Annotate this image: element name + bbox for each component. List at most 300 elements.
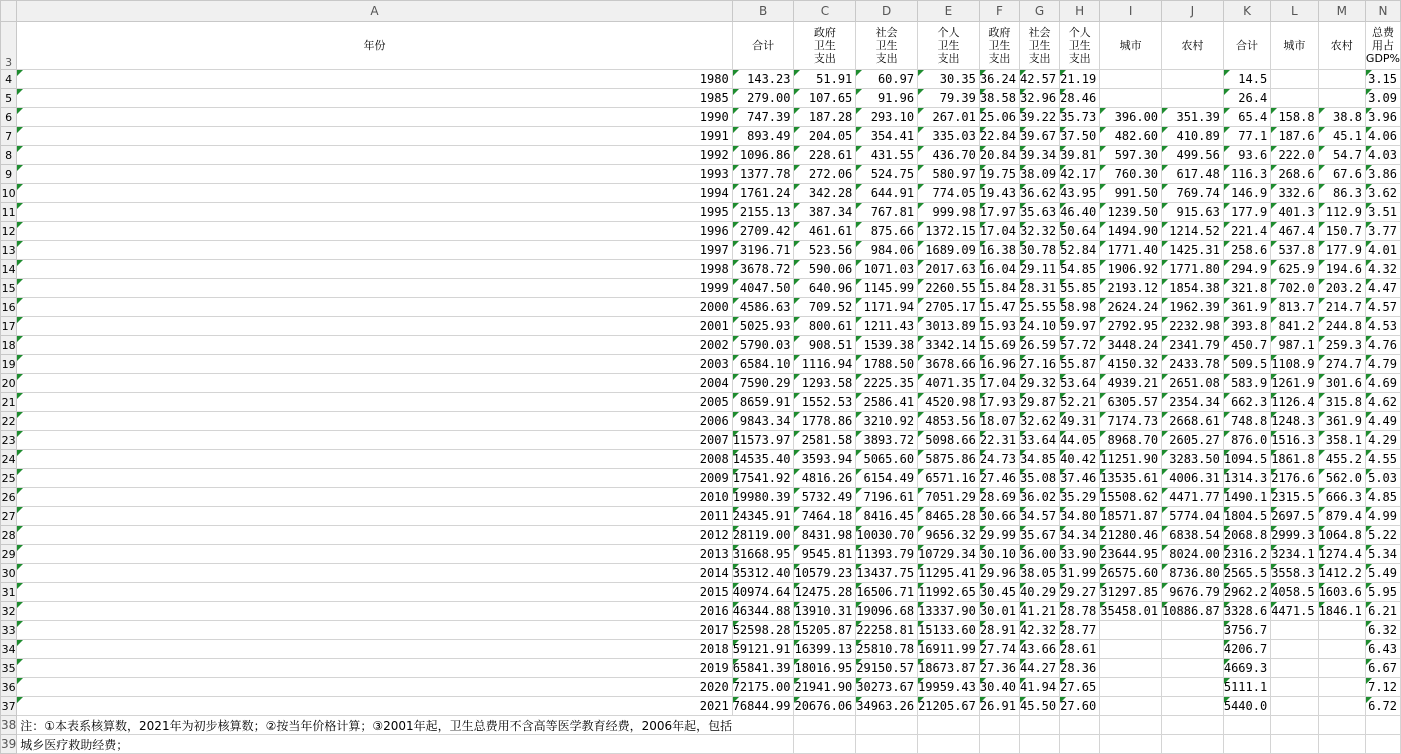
table-cell[interactable]: 93.6 <box>1223 146 1270 165</box>
table-cell[interactable]: 2668.61 <box>1162 412 1224 431</box>
table-cell[interactable]: 748.8 <box>1223 412 1270 431</box>
table-cell[interactable]: 19.43 <box>979 184 1019 203</box>
table-cell[interactable]: 177.9 <box>1223 203 1270 222</box>
table-cell[interactable] <box>1162 716 1224 735</box>
table-cell[interactable]: 274.7 <box>1318 355 1365 374</box>
table-cell[interactable]: 999.98 <box>918 203 980 222</box>
table-cell[interactable]: 107.65 <box>794 89 856 108</box>
table-cell[interactable]: 3234.1 <box>1271 545 1318 564</box>
table-cell[interactable]: 662.3 <box>1223 393 1270 412</box>
table-cell[interactable]: 43.66 <box>1020 640 1060 659</box>
row-number[interactable]: 29 <box>1 545 17 564</box>
table-cell[interactable]: 294.9 <box>1223 260 1270 279</box>
table-cell[interactable] <box>1318 89 1365 108</box>
table-cell[interactable]: 22258.81 <box>856 621 918 640</box>
table-cell[interactable]: 2020 <box>17 678 732 697</box>
table-cell[interactable]: 5065.60 <box>856 450 918 469</box>
row-number[interactable]: 3 <box>1 22 17 70</box>
table-cell[interactable]: 28.36 <box>1060 659 1100 678</box>
table-cell[interactable]: 204.05 <box>794 127 856 146</box>
table-cell[interactable]: 1778.86 <box>794 412 856 431</box>
row-number[interactable]: 30 <box>1 564 17 583</box>
header-cell[interactable]: 个人 卫生 支出 <box>1060 22 1100 70</box>
row-number[interactable]: 31 <box>1 583 17 602</box>
table-cell[interactable]: 57.72 <box>1060 336 1100 355</box>
table-cell[interactable]: 30.66 <box>979 507 1019 526</box>
table-cell[interactable] <box>1365 735 1400 754</box>
column-header-b[interactable]: B <box>732 1 794 22</box>
table-cell[interactable]: 30273.67 <box>856 678 918 697</box>
table-cell[interactable] <box>1318 640 1365 659</box>
table-cell[interactable]: 13910.31 <box>794 602 856 621</box>
table-cell[interactable]: 35458.01 <box>1100 602 1162 621</box>
table-cell[interactable]: 2316.2 <box>1223 545 1270 564</box>
table-cell[interactable]: 30.01 <box>979 602 1019 621</box>
table-cell[interactable]: 5.34 <box>1365 545 1400 564</box>
table-cell[interactable]: 4.99 <box>1365 507 1400 526</box>
header-cell[interactable]: 政府 卫生 支出 <box>979 22 1019 70</box>
table-cell[interactable] <box>1318 716 1365 735</box>
table-cell[interactable]: 2014 <box>17 564 732 583</box>
table-cell[interactable]: 4150.32 <box>1100 355 1162 374</box>
table-cell[interactable]: 13337.90 <box>918 602 980 621</box>
table-cell[interactable] <box>1271 716 1318 735</box>
table-cell[interactable]: 1494.90 <box>1100 222 1162 241</box>
table-cell[interactable] <box>1060 735 1100 754</box>
table-cell[interactable] <box>1223 716 1270 735</box>
table-cell[interactable]: 1996 <box>17 222 732 241</box>
table-cell[interactable]: 5774.04 <box>1162 507 1224 526</box>
table-cell[interactable]: 177.9 <box>1318 241 1365 260</box>
table-cell[interactable]: 8465.28 <box>918 507 980 526</box>
table-cell[interactable]: 583.9 <box>1223 374 1270 393</box>
table-cell[interactable]: 4471.5 <box>1271 602 1318 621</box>
table-cell[interactable]: 10729.34 <box>918 545 980 564</box>
table-cell[interactable]: 21941.90 <box>794 678 856 697</box>
table-cell[interactable]: 1998 <box>17 260 732 279</box>
table-cell[interactable]: 813.7 <box>1271 298 1318 317</box>
table-cell[interactable]: 40.29 <box>1020 583 1060 602</box>
table-cell[interactable]: 2792.95 <box>1100 317 1162 336</box>
column-header-j[interactable]: J <box>1162 1 1224 22</box>
table-cell[interactable]: 354.41 <box>856 127 918 146</box>
table-cell[interactable]: 54.7 <box>1318 146 1365 165</box>
table-cell[interactable]: 25.06 <box>979 108 1019 127</box>
table-cell[interactable]: 524.75 <box>856 165 918 184</box>
table-cell[interactable]: 523.56 <box>794 241 856 260</box>
table-cell[interactable]: 2586.41 <box>856 393 918 412</box>
table-cell[interactable]: 35.73 <box>1060 108 1100 127</box>
table-cell[interactable]: 17.93 <box>979 393 1019 412</box>
table-cell[interactable]: 321.8 <box>1223 279 1270 298</box>
table-cell[interactable]: 203.2 <box>1318 279 1365 298</box>
table-cell[interactable]: 17541.92 <box>732 469 794 488</box>
table-cell[interactable]: 9545.81 <box>794 545 856 564</box>
table-cell[interactable]: 24.10 <box>1020 317 1060 336</box>
table-cell[interactable] <box>1162 621 1224 640</box>
table-cell[interactable]: 1539.38 <box>856 336 918 355</box>
table-cell[interactable]: 5.95 <box>1365 583 1400 602</box>
table-cell[interactable]: 8736.80 <box>1162 564 1224 583</box>
table-cell[interactable]: 3.15 <box>1365 70 1400 89</box>
row-number[interactable]: 13 <box>1 241 17 260</box>
header-cell[interactable]: 个人 卫生 支出 <box>918 22 980 70</box>
table-cell[interactable]: 1552.53 <box>794 393 856 412</box>
table-cell[interactable]: 915.63 <box>1162 203 1224 222</box>
table-cell[interactable]: 1116.94 <box>794 355 856 374</box>
table-cell[interactable]: 9843.34 <box>732 412 794 431</box>
table-cell[interactable]: 1846.1 <box>1318 602 1365 621</box>
table-cell[interactable]: 39.22 <box>1020 108 1060 127</box>
table-cell[interactable]: 36.00 <box>1020 545 1060 564</box>
table-cell[interactable]: 1377.78 <box>732 165 794 184</box>
table-cell[interactable]: 3.77 <box>1365 222 1400 241</box>
table-cell[interactable]: 2017.63 <box>918 260 980 279</box>
table-cell[interactable] <box>1100 659 1162 678</box>
table-cell[interactable]: 6838.54 <box>1162 526 1224 545</box>
table-cell[interactable]: 1425.31 <box>1162 241 1224 260</box>
table-cell[interactable]: 2010 <box>17 488 732 507</box>
table-cell[interactable]: 4816.26 <box>794 469 856 488</box>
table-cell[interactable]: 908.51 <box>794 336 856 355</box>
table-cell[interactable]: 32.96 <box>1020 89 1060 108</box>
row-number[interactable]: 21 <box>1 393 17 412</box>
table-cell[interactable]: 18016.95 <box>794 659 856 678</box>
table-cell[interactable] <box>856 735 918 754</box>
table-cell[interactable]: 29.27 <box>1060 583 1100 602</box>
table-cell[interactable]: 72175.00 <box>732 678 794 697</box>
table-cell[interactable]: 91.96 <box>856 89 918 108</box>
table-cell[interactable]: 65.4 <box>1223 108 1270 127</box>
table-cell[interactable]: 55.85 <box>1060 279 1100 298</box>
row-number[interactable]: 24 <box>1 450 17 469</box>
table-cell[interactable]: 3893.72 <box>856 431 918 450</box>
table-cell[interactable]: 2697.5 <box>1271 507 1318 526</box>
row-number[interactable]: 5 <box>1 89 17 108</box>
table-cell[interactable] <box>1020 735 1060 754</box>
header-cell[interactable]: 城市 <box>1271 22 1318 70</box>
table-cell[interactable]: 15.93 <box>979 317 1019 336</box>
table-cell[interactable]: 29.87 <box>1020 393 1060 412</box>
table-cell[interactable]: 455.2 <box>1318 450 1365 469</box>
table-cell[interactable]: 11992.65 <box>918 583 980 602</box>
table-cell[interactable]: 6.43 <box>1365 640 1400 659</box>
table-cell[interactable]: 5440.0 <box>1223 697 1270 716</box>
table-cell[interactable]: 36.24 <box>979 70 1019 89</box>
table-cell[interactable]: 4939.21 <box>1100 374 1162 393</box>
table-cell[interactable]: 16.96 <box>979 355 1019 374</box>
table-cell[interactable]: 29.96 <box>979 564 1019 583</box>
table-cell[interactable]: 1516.3 <box>1271 431 1318 450</box>
table-cell[interactable]: 2232.98 <box>1162 317 1224 336</box>
table-cell[interactable]: 51.91 <box>794 70 856 89</box>
table-cell[interactable]: 34.80 <box>1060 507 1100 526</box>
header-cell[interactable]: 社会 卫生 支出 <box>856 22 918 70</box>
table-cell[interactable]: 3593.94 <box>794 450 856 469</box>
row-number[interactable]: 26 <box>1 488 17 507</box>
table-cell[interactable]: 17.97 <box>979 203 1019 222</box>
row-number[interactable]: 9 <box>1 165 17 184</box>
table-cell[interactable]: 29.32 <box>1020 374 1060 393</box>
table-cell[interactable]: 2068.8 <box>1223 526 1270 545</box>
table-cell[interactable]: 16.38 <box>979 241 1019 260</box>
table-cell[interactable]: 2962.2 <box>1223 583 1270 602</box>
table-cell[interactable]: 2193.12 <box>1100 279 1162 298</box>
row-number[interactable]: 32 <box>1 602 17 621</box>
table-cell[interactable]: 499.56 <box>1162 146 1224 165</box>
table-cell[interactable]: 28.69 <box>979 488 1019 507</box>
table-cell[interactable]: 1999 <box>17 279 732 298</box>
table-cell[interactable]: 32.62 <box>1020 412 1060 431</box>
table-cell[interactable] <box>979 735 1019 754</box>
table-cell[interactable]: 187.6 <box>1271 127 1318 146</box>
table-cell[interactable]: 38.05 <box>1020 564 1060 583</box>
column-header-n[interactable]: N <box>1365 1 1400 22</box>
row-number[interactable]: 19 <box>1 355 17 374</box>
table-cell[interactable]: 194.6 <box>1318 260 1365 279</box>
row-number[interactable]: 8 <box>1 146 17 165</box>
table-cell[interactable]: 258.6 <box>1223 241 1270 260</box>
table-cell[interactable]: 1761.24 <box>732 184 794 203</box>
table-cell[interactable] <box>1271 89 1318 108</box>
table-cell[interactable]: 34.85 <box>1020 450 1060 469</box>
table-cell[interactable]: 27.60 <box>1060 697 1100 716</box>
table-cell[interactable]: 3.62 <box>1365 184 1400 203</box>
table-cell[interactable]: 2017 <box>17 621 732 640</box>
table-cell[interactable]: 1314.3 <box>1223 469 1270 488</box>
table-cell[interactable]: 244.8 <box>1318 317 1365 336</box>
table-cell[interactable]: 774.05 <box>918 184 980 203</box>
table-cell[interactable]: 1126.4 <box>1271 393 1318 412</box>
table-cell[interactable]: 39.34 <box>1020 146 1060 165</box>
column-header-c[interactable]: C <box>794 1 856 22</box>
table-cell[interactable]: 18571.87 <box>1100 507 1162 526</box>
table-cell[interactable]: 18673.87 <box>918 659 980 678</box>
table-cell[interactable]: 1991 <box>17 127 732 146</box>
table-cell[interactable]: 301.6 <box>1318 374 1365 393</box>
table-cell[interactable]: 4.03 <box>1365 146 1400 165</box>
table-cell[interactable]: 24345.91 <box>732 507 794 526</box>
table-cell[interactable]: 67.6 <box>1318 165 1365 184</box>
header-cell[interactable]: 社会 卫生 支出 <box>1020 22 1060 70</box>
table-cell[interactable]: 19980.39 <box>732 488 794 507</box>
column-header-h[interactable]: H <box>1060 1 1100 22</box>
table-cell[interactable]: 1261.9 <box>1271 374 1318 393</box>
table-cell[interactable] <box>732 735 794 754</box>
table-cell[interactable]: 396.00 <box>1100 108 1162 127</box>
table-cell[interactable]: 1861.8 <box>1271 450 1318 469</box>
table-cell[interactable]: 17.04 <box>979 374 1019 393</box>
table-cell[interactable]: 27.46 <box>979 469 1019 488</box>
table-cell[interactable]: 15.47 <box>979 298 1019 317</box>
table-cell[interactable]: 2013 <box>17 545 732 564</box>
table-cell[interactable]: 40.42 <box>1060 450 1100 469</box>
table-cell[interactable]: 991.50 <box>1100 184 1162 203</box>
row-number[interactable]: 25 <box>1 469 17 488</box>
table-cell[interactable]: 12475.28 <box>794 583 856 602</box>
table-cell[interactable]: 17.04 <box>979 222 1019 241</box>
column-header-d[interactable]: D <box>856 1 918 22</box>
table-cell[interactable]: 11295.41 <box>918 564 980 583</box>
table-cell[interactable]: 19.75 <box>979 165 1019 184</box>
table-cell[interactable] <box>1318 659 1365 678</box>
table-cell[interactable]: 279.00 <box>732 89 794 108</box>
table-cell[interactable]: 20676.06 <box>794 697 856 716</box>
table-cell[interactable]: 52.84 <box>1060 241 1100 260</box>
row-number[interactable]: 4 <box>1 70 17 89</box>
row-number[interactable]: 38 <box>1 716 17 735</box>
row-number[interactable]: 35 <box>1 659 17 678</box>
table-cell[interactable]: 77.1 <box>1223 127 1270 146</box>
table-cell[interactable]: 112.9 <box>1318 203 1365 222</box>
table-cell[interactable]: 2008 <box>17 450 732 469</box>
table-cell[interactable]: 2006 <box>17 412 732 431</box>
table-cell[interactable]: 3342.14 <box>918 336 980 355</box>
table-cell[interactable]: 3558.3 <box>1271 564 1318 583</box>
table-cell[interactable]: 1906.92 <box>1100 260 1162 279</box>
table-cell[interactable]: 875.66 <box>856 222 918 241</box>
table-cell[interactable]: 2019 <box>17 659 732 678</box>
header-cell[interactable]: 政府 卫生 支出 <box>794 22 856 70</box>
table-cell[interactable]: 27.36 <box>979 659 1019 678</box>
table-cell[interactable]: 21280.46 <box>1100 526 1162 545</box>
table-cell[interactable]: 1962.39 <box>1162 298 1224 317</box>
table-cell[interactable]: 4.55 <box>1365 450 1400 469</box>
table-cell[interactable]: 987.1 <box>1271 336 1318 355</box>
table-cell[interactable]: 22.84 <box>979 127 1019 146</box>
table-cell[interactable]: 580.97 <box>918 165 980 184</box>
table-cell[interactable]: 28119.00 <box>732 526 794 545</box>
table-cell[interactable]: 187.28 <box>794 108 856 127</box>
table-cell[interactable]: 2001 <box>17 317 732 336</box>
table-cell[interactable]: 3678.72 <box>732 260 794 279</box>
table-cell[interactable]: 666.3 <box>1318 488 1365 507</box>
table-cell[interactable]: 272.06 <box>794 165 856 184</box>
table-cell[interactable]: 25810.78 <box>856 640 918 659</box>
table-cell[interactable]: 30.40 <box>979 678 1019 697</box>
table-cell[interactable]: 6571.16 <box>918 469 980 488</box>
table-cell[interactable] <box>1162 640 1224 659</box>
table-cell[interactable]: 1990 <box>17 108 732 127</box>
table-cell[interactable]: 2605.27 <box>1162 431 1224 450</box>
table-cell[interactable]: 27.16 <box>1020 355 1060 374</box>
table-cell[interactable] <box>1100 621 1162 640</box>
table-cell[interactable]: 387.34 <box>794 203 856 222</box>
table-cell[interactable]: 509.5 <box>1223 355 1270 374</box>
column-header-i[interactable]: I <box>1100 1 1162 22</box>
table-cell[interactable]: 29.99 <box>979 526 1019 545</box>
table-cell[interactable]: 26575.60 <box>1100 564 1162 583</box>
table-cell[interactable] <box>1100 89 1162 108</box>
table-cell[interactable] <box>1162 659 1224 678</box>
table-cell[interactable]: 4.01 <box>1365 241 1400 260</box>
table-cell[interactable]: 23644.95 <box>1100 545 1162 564</box>
table-cell[interactable]: 54.85 <box>1060 260 1100 279</box>
table-cell[interactable]: 2705.17 <box>918 298 980 317</box>
table-cell[interactable]: 214.7 <box>1318 298 1365 317</box>
table-cell[interactable] <box>794 716 856 735</box>
table-cell[interactable]: 11251.90 <box>1100 450 1162 469</box>
table-cell[interactable]: 7051.29 <box>918 488 980 507</box>
table-cell[interactable]: 5.03 <box>1365 469 1400 488</box>
table-cell[interactable]: 1603.6 <box>1318 583 1365 602</box>
table-cell[interactable]: 3678.66 <box>918 355 980 374</box>
table-cell[interactable]: 150.7 <box>1318 222 1365 241</box>
table-cell[interactable]: 79.39 <box>918 89 980 108</box>
table-cell[interactable]: 841.2 <box>1271 317 1318 336</box>
row-number[interactable]: 20 <box>1 374 17 393</box>
table-cell[interactable]: 879.4 <box>1318 507 1365 526</box>
table-cell[interactable]: 769.74 <box>1162 184 1224 203</box>
table-cell[interactable]: 4853.56 <box>918 412 980 431</box>
table-cell[interactable]: 2015 <box>17 583 732 602</box>
table-cell[interactable]: 1980 <box>17 70 732 89</box>
row-number[interactable]: 16 <box>1 298 17 317</box>
table-cell[interactable]: 4520.98 <box>918 393 980 412</box>
table-cell[interactable]: 44.05 <box>1060 431 1100 450</box>
table-cell[interactable]: 221.4 <box>1223 222 1270 241</box>
table-cell[interactable]: 410.89 <box>1162 127 1224 146</box>
table-cell[interactable]: 4.06 <box>1365 127 1400 146</box>
table-cell[interactable]: 3448.24 <box>1100 336 1162 355</box>
table-cell[interactable] <box>1271 659 1318 678</box>
table-cell[interactable]: 6.67 <box>1365 659 1400 678</box>
table-cell[interactable]: 2260.55 <box>918 279 980 298</box>
table-cell[interactable]: 1145.99 <box>856 279 918 298</box>
table-cell[interactable]: 2012 <box>17 526 732 545</box>
table-cell[interactable]: 4.47 <box>1365 279 1400 298</box>
table-cell[interactable]: 2225.35 <box>856 374 918 393</box>
table-cell[interactable]: 3756.7 <box>1223 621 1270 640</box>
header-cell[interactable]: 农村 <box>1162 22 1224 70</box>
table-cell[interactable]: 7174.73 <box>1100 412 1162 431</box>
table-cell[interactable]: 4206.7 <box>1223 640 1270 659</box>
table-cell[interactable] <box>1365 716 1400 735</box>
table-cell[interactable]: 332.6 <box>1271 184 1318 203</box>
table-cell[interactable]: 597.30 <box>1100 146 1162 165</box>
table-cell[interactable]: 60.97 <box>856 70 918 89</box>
table-cell[interactable]: 1771.40 <box>1100 241 1162 260</box>
table-cell[interactable] <box>918 716 980 735</box>
table-cell[interactable]: 747.39 <box>732 108 794 127</box>
table-cell[interactable]: 1171.94 <box>856 298 918 317</box>
row-number[interactable]: 6 <box>1 108 17 127</box>
table-cell[interactable]: 5111.1 <box>1223 678 1270 697</box>
table-cell[interactable]: 3196.71 <box>732 241 794 260</box>
table-cell[interactable]: 6.72 <box>1365 697 1400 716</box>
table-cell[interactable]: 431.55 <box>856 146 918 165</box>
table-cell[interactable]: 42.57 <box>1020 70 1060 89</box>
table-cell[interactable] <box>856 716 918 735</box>
table-cell[interactable] <box>1100 678 1162 697</box>
table-cell[interactable]: 3210.92 <box>856 412 918 431</box>
row-number[interactable]: 23 <box>1 431 17 450</box>
table-cell[interactable]: 5732.49 <box>794 488 856 507</box>
table-cell[interactable]: 1771.80 <box>1162 260 1224 279</box>
table-cell[interactable]: 45.50 <box>1020 697 1060 716</box>
row-number[interactable]: 37 <box>1 697 17 716</box>
table-cell[interactable]: 702.0 <box>1271 279 1318 298</box>
row-number[interactable]: 33 <box>1 621 17 640</box>
table-cell[interactable]: 644.91 <box>856 184 918 203</box>
table-cell[interactable]: 38.09 <box>1020 165 1060 184</box>
header-cell[interactable]: 城市 <box>1100 22 1162 70</box>
table-cell[interactable]: 35.63 <box>1020 203 1060 222</box>
table-cell[interactable]: 1064.8 <box>1318 526 1365 545</box>
table-cell[interactable]: 1274.4 <box>1318 545 1365 564</box>
table-cell[interactable] <box>1162 678 1224 697</box>
table-cell[interactable]: 228.61 <box>794 146 856 165</box>
